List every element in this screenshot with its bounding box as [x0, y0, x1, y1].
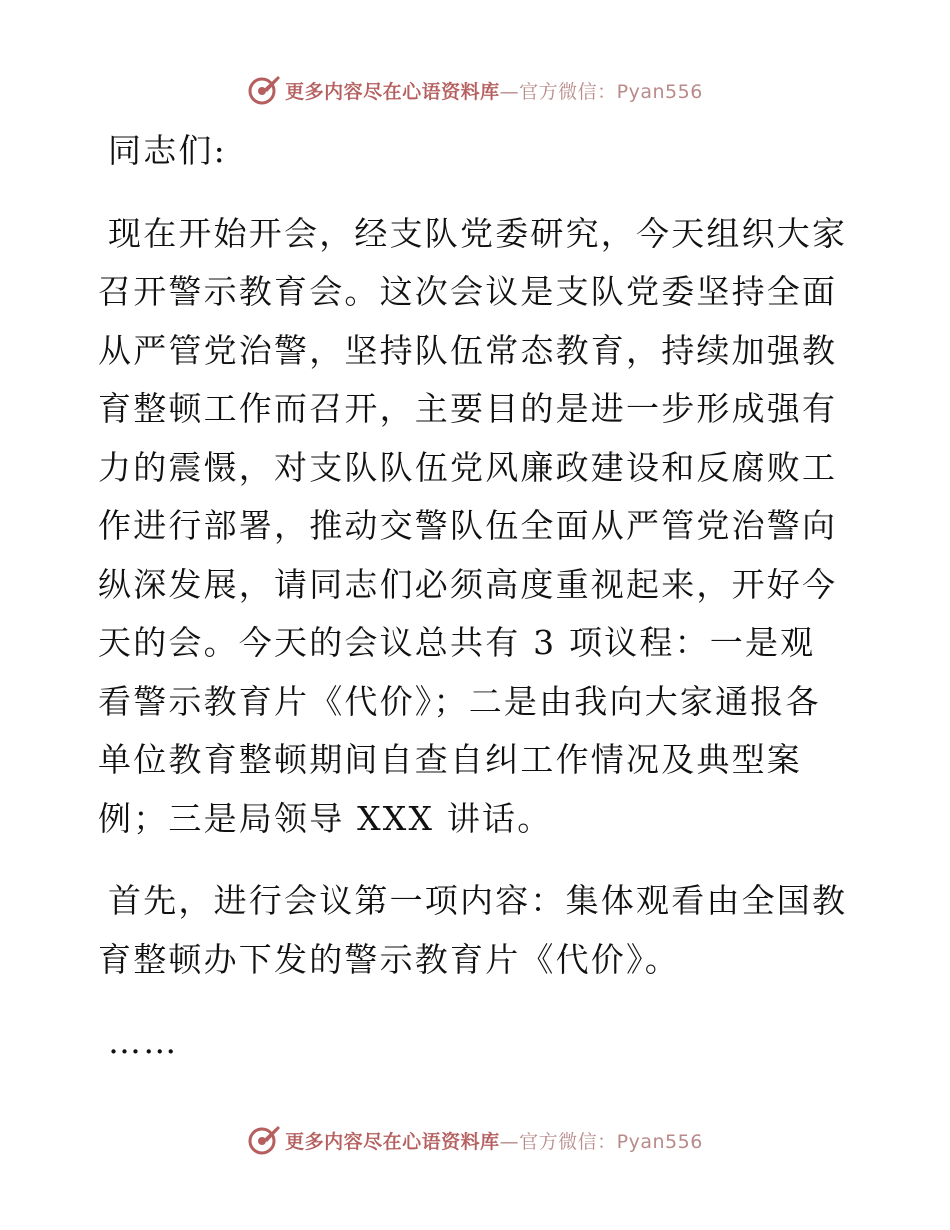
fountain-pen-circle-icon — [247, 1123, 281, 1157]
ellipsis: …… — [108, 1022, 179, 1061]
watermark-main-text: 更多内容尽在心语资料库 — [285, 1130, 500, 1153]
watermark-footer — [0, 1120, 950, 1160]
watermark-header — [0, 70, 950, 110]
watermark-sub-text: —官方微信：Pyan556 — [499, 1130, 703, 1153]
watermark-sub-text: —官方微信：Pyan556 — [499, 80, 703, 103]
greeting: 同志们: — [108, 131, 227, 170]
fountain-pen-circle-icon — [247, 73, 281, 107]
paragraph-2: 首先，进行会议第一项内容：集体观看由全国教育整顿办下发的警示教育片《代价》。 — [98, 881, 848, 979]
watermark-main-text: 更多内容尽在心语资料库 — [285, 80, 500, 103]
document-body — [98, 122, 850, 1072]
paragraph-1: 现在开始开会，经支队党委研究，今天组织大家召开警示教育会。这次会议是支队党委坚持全面从严管党治警，坚持队伍常态教育，持续加强教育整顿工作而召开，主要目的是进一步形成强有力的震慑，对支队队伍党风廉政建设和反腐败工作进行部署，推动交警队伍全面从严管党治警向纵深发展，请同志们必须高度重视起来，开好今天的会。今天的会议总共有 3 项议程：一是观看警示教育片《代价》；二是由我向大家通报各单位教育整顿期间自查自纠工作情况及典型案例；三是局领导 XXX 讲话。 — [98, 213, 848, 838]
